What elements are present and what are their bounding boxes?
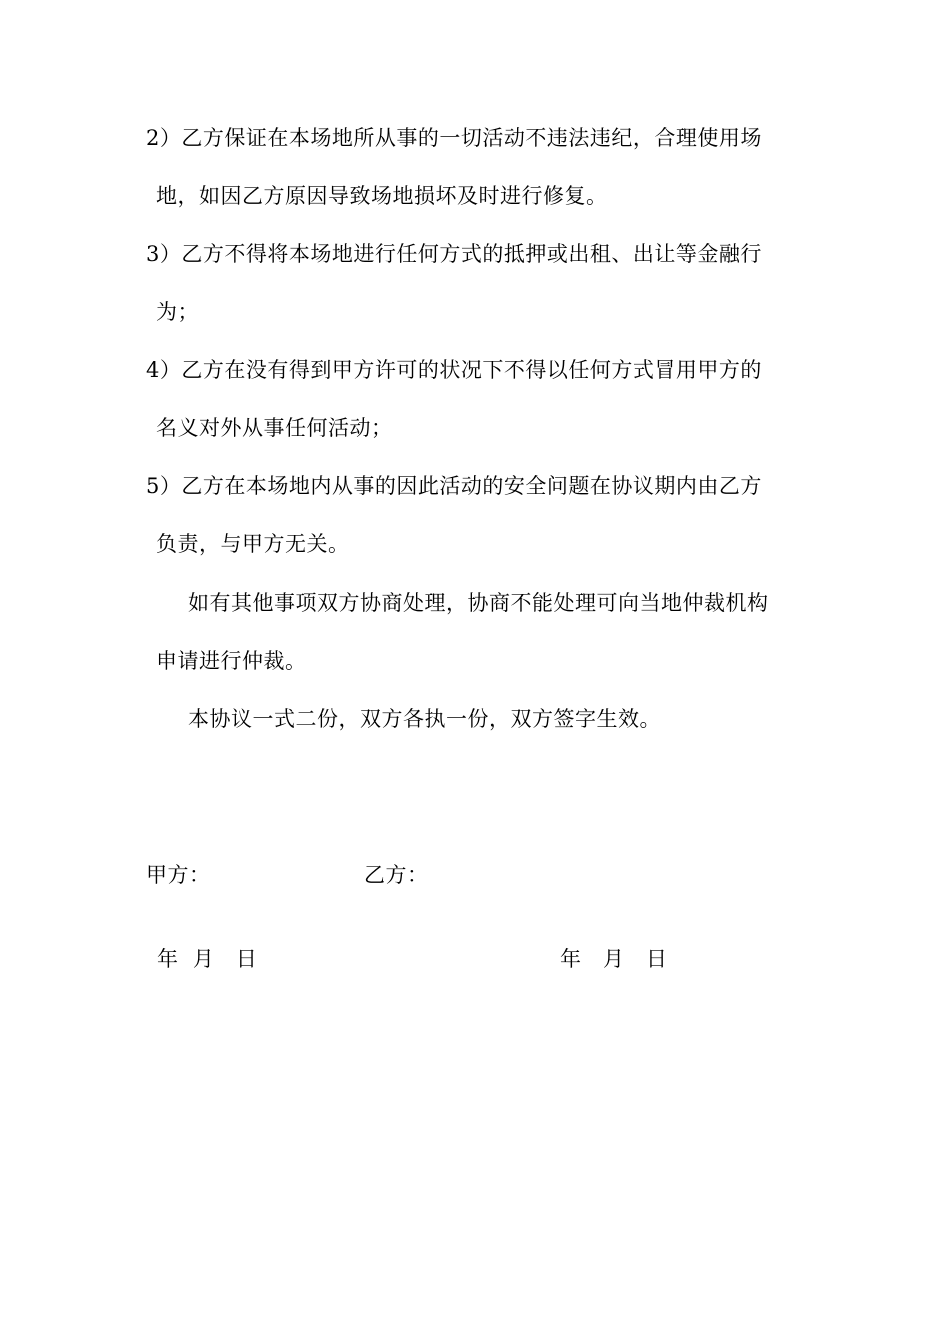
clause-4-line-1: 4）乙方在没有得到甲方许可的状况下不得以任何方式冒用甲方的	[146, 358, 762, 382]
clause-4-line-2: 名义对外从事任何活动；	[156, 416, 393, 440]
other-matters-line-2: 申请进行仲裁。	[156, 649, 307, 673]
party-a-date: 年 月 日	[157, 947, 258, 971]
party-b-date: 年 月 日	[560, 947, 668, 971]
clause-3-line-2: 为；	[156, 300, 199, 324]
clause-2-line-2: 地，如因乙方原因导致场地损坏及时进行修复。	[156, 184, 608, 208]
clause-5-line-1: 5）乙方在本场地内从事的因此活动的安全问题在协议期内由乙方	[146, 474, 762, 498]
clause-5-line-2: 负责，与甲方无关。	[156, 532, 350, 556]
other-matters-line-1: 如有其他事项双方协商处理，协商不能处理可向当地仲裁机构	[188, 591, 769, 615]
party-b-label: 乙方：	[364, 863, 429, 887]
clause-3-line-1: 3）乙方不得将本场地进行任何方式的抵押或出租、出让等金融行	[146, 242, 762, 266]
copies-clause: 本协议一式二份，双方各执一份，双方签字生效。	[188, 707, 661, 731]
party-a-label: 甲方：	[146, 863, 211, 887]
clause-2-line-1: 2）乙方保证在本场地所从事的一切活动不违法违纪，合理使用场	[146, 126, 762, 150]
